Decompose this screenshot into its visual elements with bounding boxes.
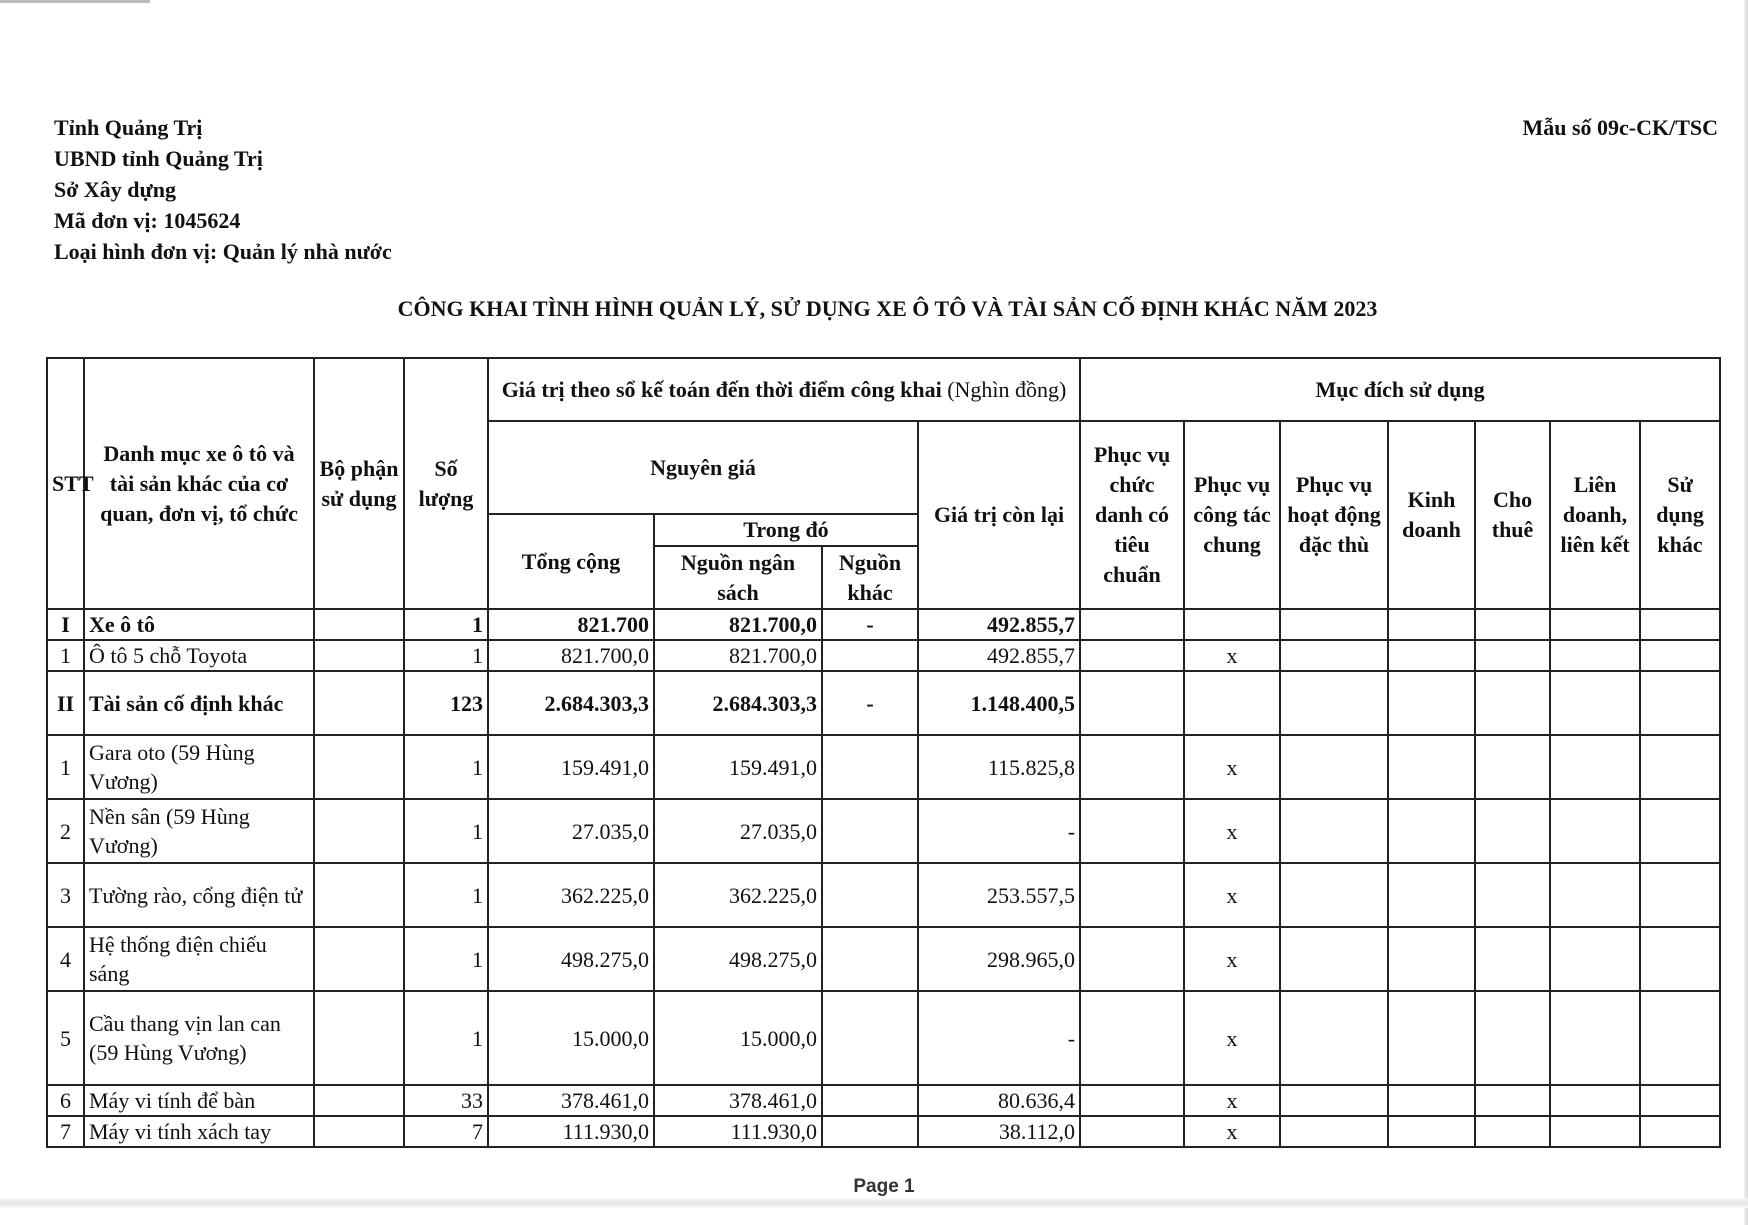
cell-other-source: - [822,609,918,640]
cell-total: 362.225,0 [488,863,654,927]
cell-business [1388,609,1475,640]
cell-budget: 362.225,0 [654,863,822,927]
cell-total: 111.930,0 [488,1116,654,1147]
header-original-price: Nguyên giá [488,421,918,514]
cell-general: x [1184,1116,1280,1147]
cell-remaining: 492.855,7 [918,640,1080,671]
cell-other-source [822,991,918,1085]
cell-business [1388,927,1475,991]
cell-total: 378.461,0 [488,1085,654,1116]
cell-general [1184,671,1280,735]
cell-other-use [1640,1085,1720,1116]
header-category: Danh mục xe ô tô và tài sản khác của cơ quan, đơn vị, tổ chức [84,358,314,609]
cell-dept [314,640,404,671]
header-budget-source: Nguồn ngân sách [654,546,822,609]
cell-title-standard [1080,991,1184,1085]
cell-joint [1550,671,1640,735]
header-purpose-other: Sử dụng khác [1640,421,1720,609]
header-purpose: Mục đích sử dụng [1080,358,1720,421]
cell-dept [314,863,404,927]
cell-name: Máy vi tính để bàn [84,1085,314,1116]
table-row [47,1116,1720,1147]
cell-rent [1475,609,1550,640]
header-purpose-joint: Liên doanh, liên kết [1550,421,1640,609]
cell-rent [1475,1085,1550,1116]
header-purpose-business: Kinh doanh [1388,421,1475,609]
cell-other-use [1640,863,1720,927]
cell-total: 821.700,0 [488,640,654,671]
cell-other-use [1640,799,1720,863]
cell-dept [314,735,404,799]
cell-other-source [822,799,918,863]
cell-title-standard [1080,1085,1184,1116]
cell-rent [1475,863,1550,927]
cell-remaining: 492.855,7 [918,609,1080,640]
header-book-value-text: Giá trị theo sổ kế toán đến thời điểm công khai [501,376,942,402]
document-title: CÔNG KHAI TÌNH HÌNH QUẢN LÝ, SỬ DỤNG XE Ô TÔ VÀ TÀI SẢN CỐ ĐỊNH KHÁC NĂM 2023 [397,296,1378,321]
cell-other-source [822,927,918,991]
cell-title-standard [1080,609,1184,640]
cell-qty: 123 [404,671,488,735]
cell-special [1280,1116,1388,1147]
cell-other-source: - [822,671,918,735]
cell-joint [1550,1085,1640,1116]
cell-remaining: 38.112,0 [918,1116,1080,1147]
cell-stt: I [47,609,84,640]
header-book-value [488,358,1080,421]
cell-budget: 15.000,0 [654,991,822,1085]
cell-qty: 1 [404,609,488,640]
cell-name: Máy vi tính xách tay [84,1116,314,1147]
cell-stt: 1 [47,735,84,799]
cell-remaining: 1.148.400,5 [918,671,1080,735]
cell-qty: 1 [404,640,488,671]
cell-budget: 378.461,0 [654,1085,822,1116]
header-purpose-title-standard: Phục vụ chức danh có tiêu chuẩn [1080,421,1184,609]
cell-dept [314,991,404,1085]
cell-joint [1550,609,1640,640]
cell-qty: 1 [404,735,488,799]
cell-total: 821.700 [488,609,654,640]
cell-qty: 1 [404,799,488,863]
cell-name: Tường rào, cổng điện tử [84,863,314,927]
table-row [47,640,1720,671]
cell-business [1388,671,1475,735]
cell-name: Tài sản cố định khác [84,671,314,735]
table-row [47,927,1720,991]
cell-other-use [1640,609,1720,640]
cell-other-source [822,1085,918,1116]
cell-qty: 33 [404,1085,488,1116]
cell-business [1388,991,1475,1085]
cell-other-use [1640,991,1720,1085]
cell-qty: 1 [404,991,488,1085]
cell-special [1280,735,1388,799]
cell-joint [1550,863,1640,927]
cell-special [1280,640,1388,671]
cell-business [1388,799,1475,863]
cell-title-standard [1080,1116,1184,1147]
asset-table [46,357,1721,1148]
cell-business [1388,1116,1475,1147]
committee-line: UBND tỉnh Quảng Trị [54,146,263,171]
cell-other-source [822,863,918,927]
scan-edge-right [1744,0,1748,1225]
cell-joint [1550,735,1640,799]
cell-other-use [1640,1116,1720,1147]
cell-joint [1550,640,1640,671]
cell-total: 27.035,0 [488,799,654,863]
cell-joint [1550,1116,1640,1147]
cell-rent [1475,640,1550,671]
cell-rent [1475,799,1550,863]
cell-title-standard [1080,735,1184,799]
cell-budget: 111.930,0 [654,1116,822,1147]
cell-dept [314,799,404,863]
cell-joint [1550,799,1640,863]
cell-dept [314,927,404,991]
cell-qty: 7 [404,1116,488,1147]
cell-budget: 821.700,0 [654,640,822,671]
table-row [47,671,1720,735]
header-remaining-value: Giá trị còn lại [918,421,1080,609]
header-of-which: Trong đó [654,514,918,546]
cell-general: x [1184,640,1280,671]
cell-special [1280,991,1388,1085]
cell-budget: 2.684.303,3 [654,671,822,735]
cell-dept [314,671,404,735]
cell-remaining: 253.557,5 [918,863,1080,927]
cell-name: Xe ô tô [84,609,314,640]
cell-title-standard [1080,640,1184,671]
cell-total: 159.491,0 [488,735,654,799]
cell-rent [1475,1116,1550,1147]
header-purpose-general: Phục vụ công tác chung [1184,421,1280,609]
cell-qty: 1 [404,927,488,991]
table-row [47,1085,1720,1116]
header-book-value-unit: (Nghìn đồng) [941,376,1067,402]
cell-general: x [1184,799,1280,863]
cell-general: x [1184,1085,1280,1116]
cell-special [1280,927,1388,991]
department-line: Sở Xây dựng [54,177,176,202]
cell-business [1388,735,1475,799]
header-purpose-special: Phục vụ hoạt động đặc thù [1280,421,1388,609]
cell-other-use [1640,671,1720,735]
cell-stt: 6 [47,1085,84,1116]
cell-dept [314,1116,404,1147]
cell-general: x [1184,863,1280,927]
cell-other-use [1640,927,1720,991]
cell-stt: 4 [47,927,84,991]
cell-other-source [822,1116,918,1147]
cell-stt: 2 [47,799,84,863]
header-department: Bộ phận sử dụng [314,358,404,609]
cell-title-standard [1080,863,1184,927]
cell-rent [1475,735,1550,799]
cell-remaining: 298.965,0 [918,927,1080,991]
header-total: Tổng cộng [488,514,654,609]
cell-general: x [1184,927,1280,991]
cell-general [1184,609,1280,640]
cell-special [1280,1085,1388,1116]
cell-total: 498.275,0 [488,927,654,991]
cell-stt: II [47,671,84,735]
cell-total: 2.684.303,3 [488,671,654,735]
cell-name: Gara oto (59 Hùng Vương) [84,735,314,799]
header-other-source: Nguồn khác [822,546,918,609]
cell-budget: 159.491,0 [654,735,822,799]
scan-fold-line [0,1198,1748,1208]
province-line: Tỉnh Quảng Trị [54,115,203,140]
cell-rent [1475,671,1550,735]
cell-budget: 821.700,0 [654,609,822,640]
scan-edge-top [0,0,150,3]
cell-rent [1475,927,1550,991]
page-number: Page 1 [853,1176,915,1197]
cell-title-standard [1080,799,1184,863]
cell-business [1388,1085,1475,1116]
agency-header [54,112,392,267]
cell-special [1280,799,1388,863]
cell-title-standard [1080,671,1184,735]
header-stt: STT [47,358,84,609]
cell-rent [1475,991,1550,1085]
cell-business [1388,640,1475,671]
cell-remaining: 80.636,4 [918,1085,1080,1116]
cell-stt: 1 [47,640,84,671]
table-row [47,799,1720,863]
cell-stt: 3 [47,863,84,927]
cell-special [1280,609,1388,640]
cell-name: Ô tô 5 chỗ Toyota [84,640,314,671]
unit-code-line: Mã đơn vị: 1045624 [54,208,241,233]
cell-remaining: 115.825,8 [918,735,1080,799]
cell-general: x [1184,735,1280,799]
cell-other-source [822,735,918,799]
cell-stt: 7 [47,1116,84,1147]
cell-special [1280,863,1388,927]
table-row [47,609,1720,640]
cell-stt: 5 [47,991,84,1085]
cell-budget: 498.275,0 [654,927,822,991]
header-purpose-rent: Cho thuê [1475,421,1550,609]
cell-business [1388,863,1475,927]
cell-general: x [1184,991,1280,1085]
cell-dept [314,1085,404,1116]
table-row [47,991,1720,1085]
table-row [47,735,1720,799]
cell-remaining: - [918,991,1080,1085]
cell-name: Cầu thang vịn lan can (59 Hùng Vương) [84,991,314,1085]
cell-other-use [1640,735,1720,799]
cell-remaining: - [918,799,1080,863]
asset-table-body [47,609,1720,1147]
cell-budget: 27.035,0 [654,799,822,863]
table-row [47,863,1720,927]
cell-total: 15.000,0 [488,991,654,1085]
unit-type-line: Loại hình đơn vị: Quản lý nhà nước [54,239,392,264]
cell-qty: 1 [404,863,488,927]
cell-title-standard [1080,927,1184,991]
cell-joint [1550,927,1640,991]
form-code: Mẫu số 09c-CK/TSC [1522,115,1718,140]
cell-joint [1550,991,1640,1085]
header-quantity: Số lượng [404,358,488,609]
cell-other-use [1640,640,1720,671]
cell-dept [314,609,404,640]
cell-other-source [822,640,918,671]
cell-special [1280,671,1388,735]
cell-name: Nền sân (59 Hùng Vương) [84,799,314,863]
cell-name: Hệ thống điện chiếu sáng [84,927,314,991]
